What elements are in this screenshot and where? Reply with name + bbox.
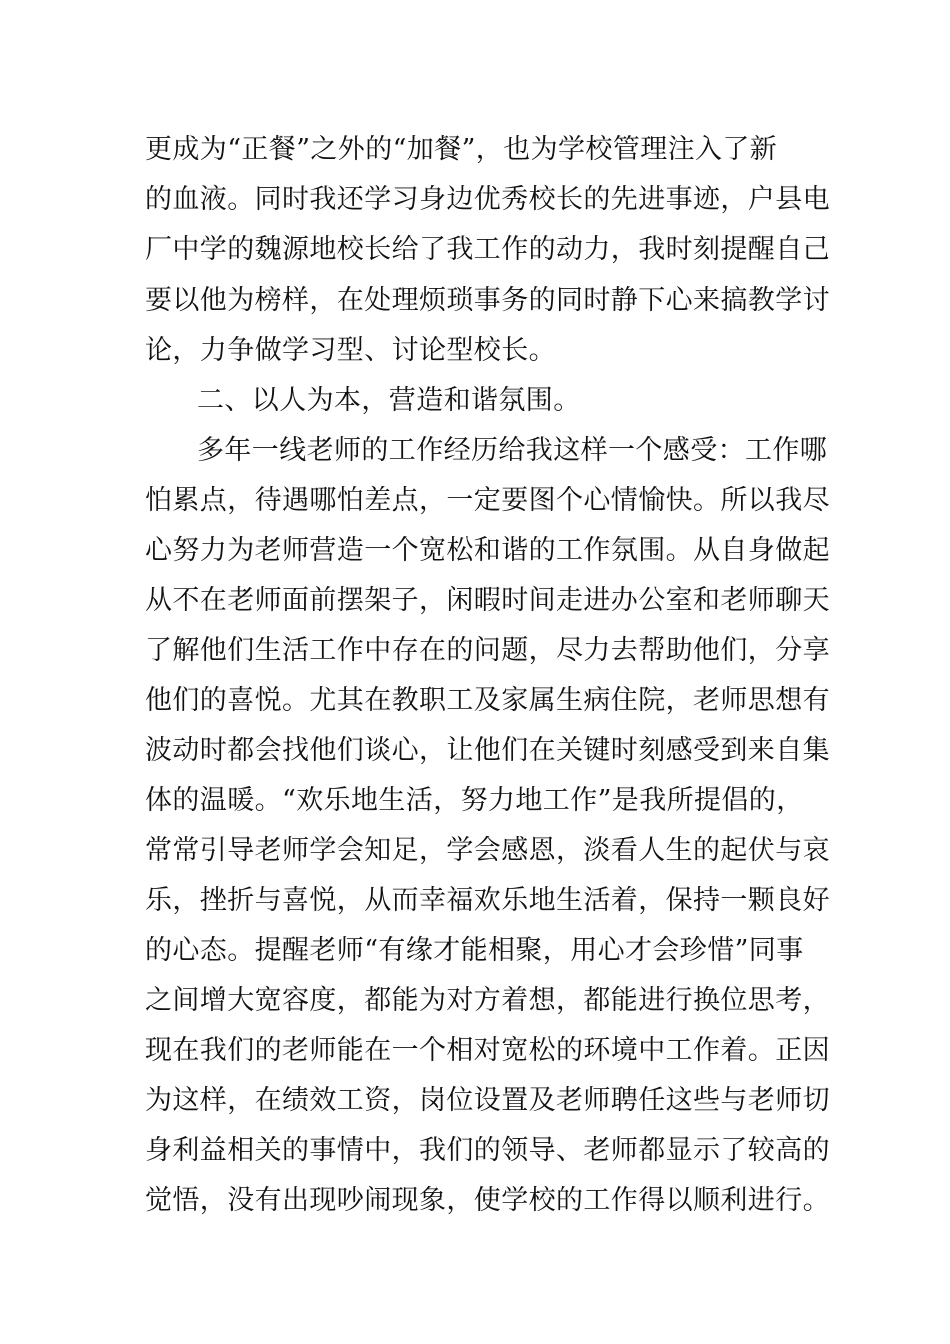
text-line: 论，力争做学习型、讨论型校长。 [145,335,556,366]
text-line: 的血液。同时我还学习身边优秀校长的先进事迹，户县电 [145,184,830,215]
text-line: 从不在老师面前摆架子，闲暇时间走进办公室和老师聊天 [145,585,830,616]
text-line: 厂中学的魏源地校长给了我工作的动力，我时刻提醒自己 [145,234,830,265]
text-line: 身利益相关的事情中，我们的领导、老师都显示了较高的 [145,1135,830,1166]
text-line: 怕累点，待遇哪怕差点，一定要图个心情愉快。所以我尽 [145,485,830,516]
text-line: 了解他们生活工作中存在的问题，尽力去帮助他们，分享 [145,635,830,666]
text-line: 为这样，在绩效工资，岗位设置及老师聘任这些与老师切 [145,1085,830,1116]
text-line: 觉悟，没有出现吵闹现象，使学校的工作得以顺利进行。 [145,1185,830,1216]
text-line: 要以他为榜样，在处理烦琐事务的同时静下心来搞教学讨 [145,285,830,316]
text-line: 现在我们的老师能在一个相对宽松的环境中工作着。正因 [145,1035,830,1066]
text-line: 之间增大宽容度，都能为对方着想，都能进行换位思考， [145,985,830,1016]
text-line: 乐，挫折与喜悦，从而幸福欢乐地生活着，保持一颗良好 [145,885,830,916]
paragraph-first-line: 多年一线老师的工作经历给我这样一个感受：工作哪 [197,435,828,466]
text-line: 的心态。提醒老师“有缘才能相聚，用心才会珍惜”同事 [145,935,804,966]
text-line: 心努力为老师营造一个宽松和谐的工作氛围。从自身做起 [145,535,830,566]
section-heading: 二、以人为本，营造和谐氛围。 [197,385,581,416]
text-line: 体的温暖。“欢乐地生活，努力地工作”是我所提倡的， [145,785,804,816]
text-line: 常常引导老师学会知足，学会感恩，淡看人生的起伏与哀 [145,835,830,866]
text-line: 更成为“正餐”之外的“加餐”，也为学校管理注入了新 [145,134,778,165]
text-line: 波动时都会找他们谈心，让他们在关键时刻感受到来自集 [145,735,830,766]
text-line: 他们的喜悦。尤其在教职工及家属生病住院，老师思想有 [145,685,830,716]
